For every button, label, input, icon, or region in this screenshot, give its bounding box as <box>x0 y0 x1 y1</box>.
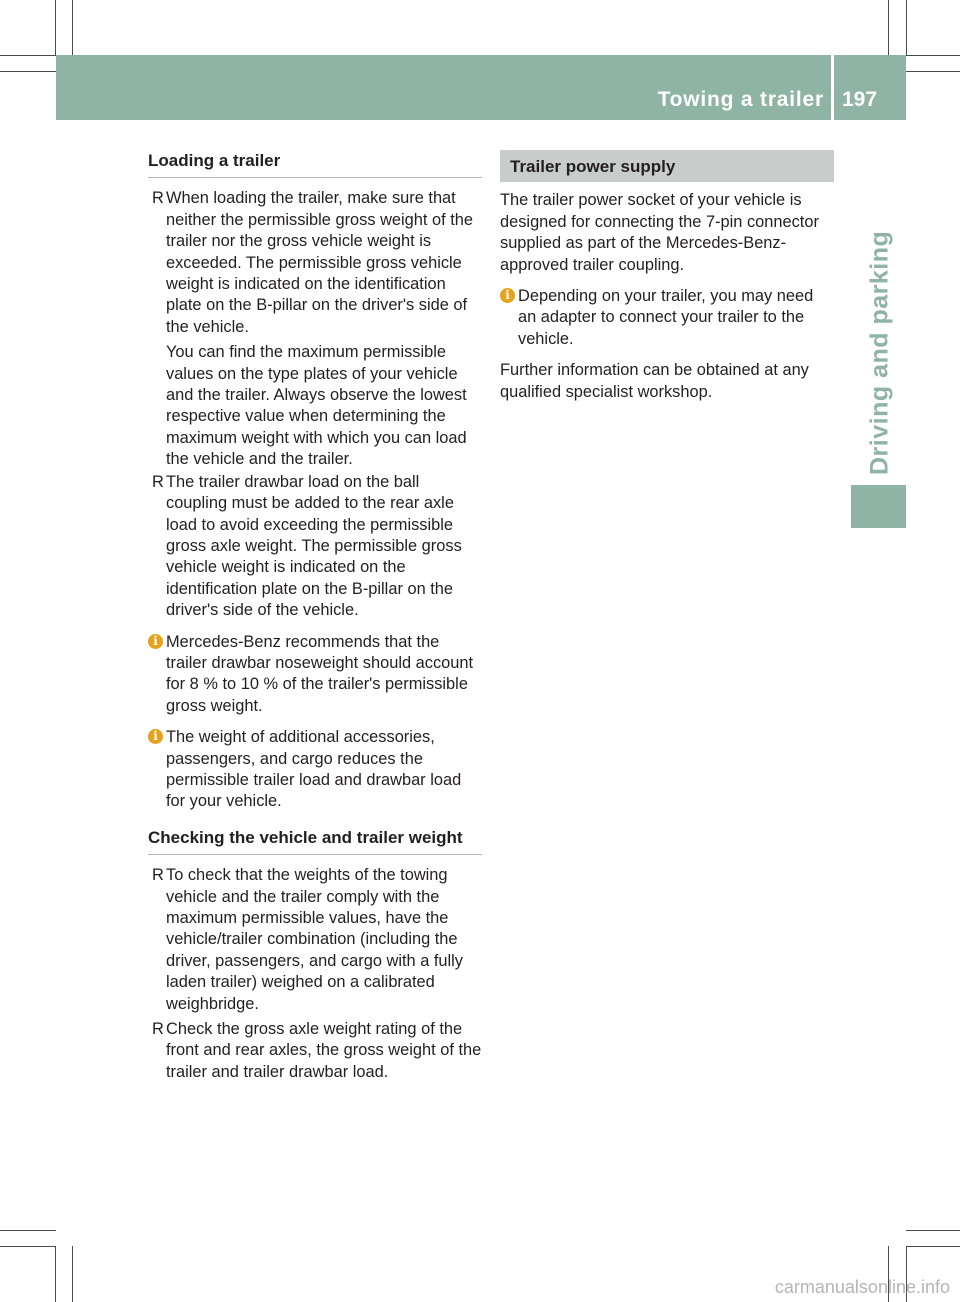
list-item <box>148 188 482 470</box>
info-icon: i <box>148 634 163 649</box>
list-item <box>148 1019 482 1083</box>
loading-heading: Loading a trailer <box>148 150 482 178</box>
crop-mark <box>906 1246 960 1247</box>
crop-mark <box>72 0 73 56</box>
bullet-text: Check the gross axle weight rating of the front and rear axles, the gross weight of the trailer and trailer drawbar load. <box>166 1020 482 1081</box>
bullet-mark: R <box>152 189 164 208</box>
crop-mark <box>906 71 960 72</box>
bullet-text: You can find the maximum permissible values on the type plates of your vehicle and the trailer. Always observe the lowest respective value when determining the maximum weight with which you can load the vehicle and the trailer. <box>166 343 467 469</box>
power-supply-heading: Trailer power supply <box>500 150 834 182</box>
list-item <box>148 472 482 622</box>
bullet-mark: R <box>152 866 164 885</box>
right-column <box>500 150 834 413</box>
watermark: carmanualsonline.info <box>774 1277 950 1297</box>
header-divider <box>831 55 834 120</box>
crop-mark <box>906 0 907 56</box>
chapter-tab-label: Driving and parking <box>865 230 894 475</box>
power-supply-text: The trailer power socket of your vehicle is designed for connecting the 7-pin connector supplied as part of the Mercedes-Benz-approved trailer coupling. <box>500 191 819 274</box>
info-icon: i <box>500 288 515 303</box>
left-column <box>148 150 482 1084</box>
checking-heading: Checking the vehicle and trailer weight <box>148 827 482 855</box>
bullet-text: The trailer drawbar load on the ball coupling must be added to the rear axle load to avoid exceeding the permissible gross axle weight. The permissible gross vehicle weight is indicated on the identification plate on the B-pillar on the driver's side of the vehicle. <box>166 472 462 620</box>
crop-mark <box>888 0 889 56</box>
bullet-text: To check that the weights of the towing vehicle and the trailer comply with the maximum permissible values, have the vehicle/trailer combination (including the driver, passengers, and cargo with a fully laden trailer) weighed on a calibrated weighbridge. <box>166 866 464 1013</box>
list-item <box>148 865 482 1015</box>
info-icon: i <box>148 729 163 744</box>
info-note <box>148 632 482 718</box>
crop-mark <box>72 1246 73 1302</box>
crop-mark <box>0 1230 56 1231</box>
page-number: 197 <box>842 88 878 111</box>
crop-mark <box>0 55 56 56</box>
crop-mark <box>906 1230 960 1231</box>
crop-mark <box>0 71 56 72</box>
crop-mark <box>55 0 56 56</box>
info-note <box>148 727 482 813</box>
bullet-text: When loading the trailer, make sure that neither the permissible gross weight of the trailer nor the gross vehicle weight is exceeded. The permissible gross vehicle weight is indicated on the identification plate on the B-pillar on the driver's side of the vehicle. <box>166 189 474 336</box>
crop-mark <box>906 55 960 56</box>
bullet-mark: R <box>152 1020 164 1039</box>
info-text: Depending on your trailer, you may need an adapter to connect your trailer to the vehicle. <box>518 287 814 348</box>
section-title: Towing a trailer <box>657 88 824 111</box>
further-info-text: Further information can be obtained at any qualified specialist workshop. <box>500 361 809 401</box>
info-note <box>500 286 834 350</box>
crop-mark <box>0 1246 56 1247</box>
chapter-tab-marker <box>851 485 906 528</box>
crop-mark <box>55 1246 56 1302</box>
bullet-mark: R <box>152 472 164 491</box>
info-text: The weight of additional accessories, passengers, and cargo reduces the permissible trailer load and drawbar load for your vehicle. <box>166 728 462 811</box>
info-text: Mercedes-Benz recommends that the trailer drawbar noseweight should account for 8 % to 10 % of the trailer's permissible gross weight. <box>166 632 474 715</box>
